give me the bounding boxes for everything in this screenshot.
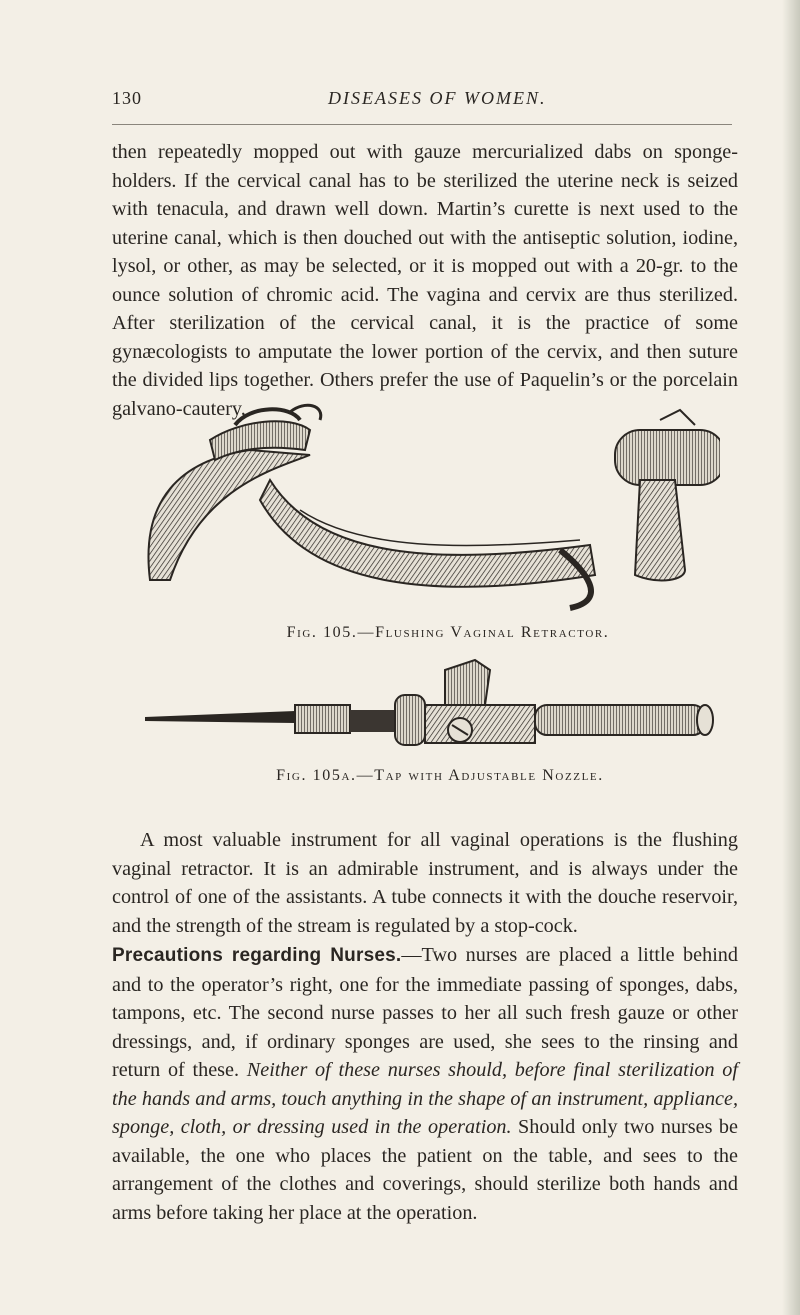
paragraph-3-text-b: Should only two nurses be available, the one who places the patient on the table, and sees to the arrangement of the clothes and coverings, should sterilize both hands and arms before taking her place at the operation. bbox=[112, 1116, 738, 1224]
figure-105a-caption: Fig. 105a.—Tap with Adjustable Nozzle. bbox=[276, 767, 604, 784]
page-edge-shadow bbox=[782, 0, 800, 1315]
section-heading-nurses: Precautions regarding Nurses. bbox=[112, 945, 402, 966]
paragraph-1: then repeatedly mopped out with gauze mercurialized dabs on sponge-holders. If the cervical canal has to be sterilized the uterine neck is seized with tenacula, and drawn well down. Martin’s curette is next used to the uterine canal, which is then douched out with the antiseptic solution, iodine, lysol, or other, as may be selected, or it is mopped out with a 20-gr. to the ounce solution of chromic acid. The vagina and cervix are thus sterilized. After sterilization of the cervical canal, it is the practice of some gynæcologists to amputate the lower portion of the cervix, and then suture the divided lips together. Others prefer the use of Paquelin’s or the porcelain galvano-cautery. bbox=[112, 141, 738, 420]
running-header bbox=[112, 88, 737, 118]
flushing-vaginal-retractor-illustration bbox=[140, 400, 720, 615]
paragraph-3 bbox=[112, 941, 738, 1227]
paragraph-2: A most valuable instrument for all vaginal operations is the flushing vaginal retractor. It is an admirable instrument, and is always under the control of one of the assistants. A tube connects it with the douche reservoir, and the strength of the stream is regulated by a stop-cock. bbox=[112, 829, 738, 937]
figure-105-caption: Fig. 105.—Flushing Vaginal Retractor. bbox=[286, 624, 610, 641]
page-number: 130 bbox=[112, 88, 142, 108]
paragraph-3-text-a: —Two nurses are placed a little behind and to the operator’s right, one for the immediate passing of sponges, dabs, tampons, etc. The second nurse passes to her all such fresh gauze or other dressings, and, if ordinary sponges are used, she sees to the rinsing and return of these. bbox=[112, 944, 738, 1081]
running-title: DISEASES OF WOMEN. bbox=[328, 88, 547, 108]
header-rule bbox=[112, 124, 732, 125]
paragraph-3-italic: Neither of these nurses should, before final sterilization of the hands and arms, touch anything in the shape of an instrument, appliance, sponge, cloth, or dressing used in the operation. bbox=[112, 1059, 739, 1138]
tap-with-adjustable-nozzle-illustration bbox=[145, 655, 725, 765]
